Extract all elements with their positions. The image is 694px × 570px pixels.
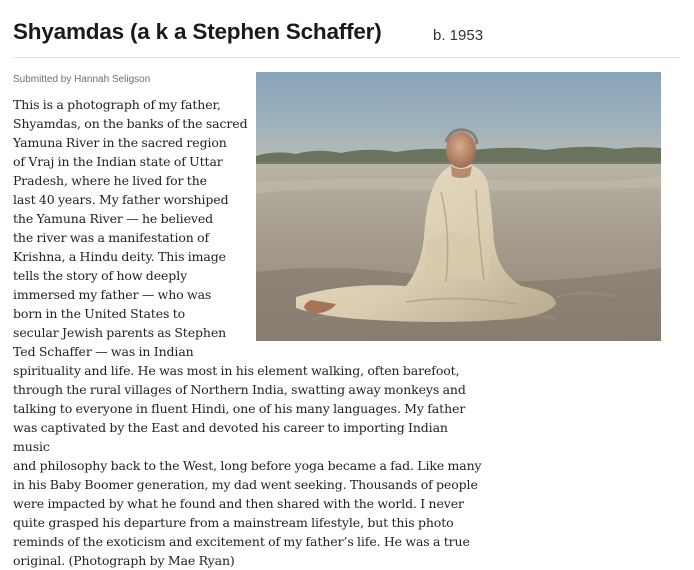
story-text: This is a photograph of my father, Shyamdas, on the banks of the sacred Yamuna River in the sacred region of Vraj in the Indian state of Uttar Pradesh, where he lived for the last 40 years. My father worshiped the Yamuna River — he believed the river was a manifestation of Krishna, a Hindu deity. This image tells the story of how deeply immersed my father — who was born in the United States to secular Jewish parents as Stephen Ted Schaffer — was in Indian spirituality and life. He was most in his element walking, often barefoot, through the rural villages of Northern India, swatting away monkeys and talking to everyone in fluent Hindi, one of his many languages. My father was captivated by the East and devoted his career to importing Indian music and philosophy back to the West, long before yoga became a fad. Like many in his Baby Boomer generation, my dad went seeking. Thousands of people were impacted by what he found and then shared with the world. I never quite grasped his departure from a mainstream lifestyle, but this photo reminds of the exoticism and excitement of my father’s life. He was a true original. (Photograph by Mae Ryan)	[13, 97, 482, 568]
byline: Submitted by Hannah Seligson	[13, 74, 151, 85]
page-title: Shyamdas (a k a Stephen Schaffer)	[13, 19, 382, 44]
birth-year: b. 1953	[433, 27, 484, 44]
header-divider	[13, 57, 680, 58]
page-header	[13, 16, 680, 60]
